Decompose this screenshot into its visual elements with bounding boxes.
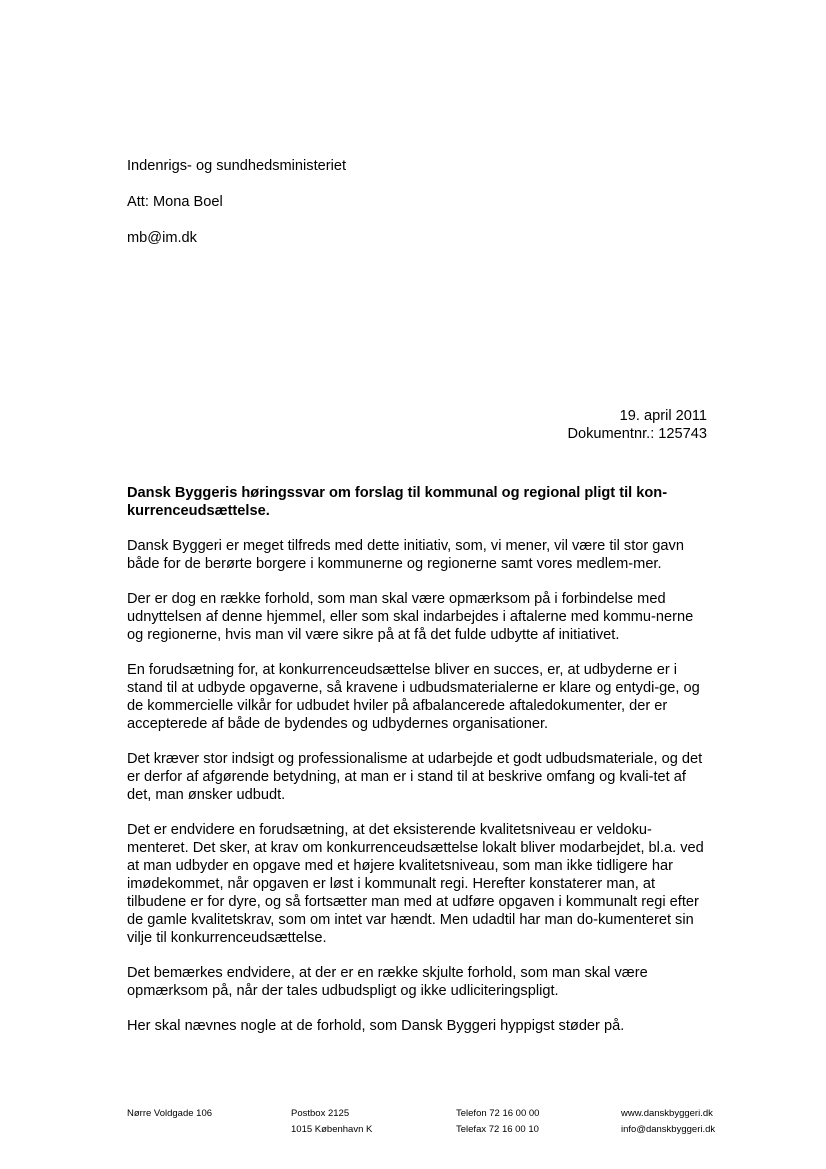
footer-fax: Telefax 72 16 00 10	[456, 1124, 539, 1135]
recipient-email: mb@im.dk	[127, 230, 197, 246]
footer-phone: Telefon 72 16 00 00	[456, 1108, 540, 1119]
body-paragraph: Det er endvidere en forudsætning, at det eksisterende kvalitetsniveau er veldoku-menteret. Det sker, at krav om konkurrenceudsættelse lokalt bliver modarbejdet, bl.a. ved at man udbyder en opgave med et højere kvalitetsniveau, som man ikke tidligere har imødekommet, når opgaven er løst i kommunalt regi. Herefter konstaterer man, at tilbudene er for dyre, og så fortsætter man med at udføre opgaven i kommunalt regi efter de gamle kvalitetskrav, som om intet var hændt. Men udadtil har man do-kumenteret sin vilje til konkurrenceudsættelse.	[127, 822, 704, 946]
letter-date: 19. april 2011	[619, 408, 707, 424]
footer-city: 1015 København K	[291, 1124, 373, 1135]
body-paragraph: En forudsætning for, at konkurrenceudsættelse bliver en succes, er, at udbyderne er i stand til at udbyde opgaverne, så kravene i udbudsmaterialerne er klare og entydi-ge, og de kommercielle vilkår for udbudet hviler på afbalancerede aftaledokumenter, der er accepterede af både de bydendes og udbydernes organisationer.	[127, 662, 700, 732]
footer-postbox-column	[291, 1106, 372, 1138]
letter-body	[127, 537, 711, 1052]
footer-address-column	[127, 1106, 212, 1122]
body-paragraph: Det kræver stor indsigt og professionalisme at udarbejde et godt udbudsmateriale, og det er derfor af afgørende betydning, at man er i stand til at beskrive omfang og kvali-tet af det, man ønsker udbudt.	[127, 751, 703, 803]
footer-web-column	[621, 1106, 715, 1138]
body-paragraph: Det bemærkes endvidere, at der er en række skjulte forhold, som man skal være opmærksom på, når der tales udbudspligt og ikke udliciteringspligt.	[127, 965, 648, 999]
body-paragraph: Der er dog en række forhold, som man skal være opmærksom på i forbindelse med udnyttelsen af denne hjemmel, eller som skal indarbejdes i aftalerne med kommu-nerne og regionerne, hvis man vil være sikre på at få det fulde udbytte af initiativet.	[127, 591, 694, 643]
footer-postbox: Postbox 2125	[291, 1108, 350, 1119]
footer-email-link[interactable]: info@danskbyggeri.dk	[621, 1124, 716, 1135]
letter-subject: Dansk Byggeris høringssvar om forslag til kommunal og regional pligt til kon-kurrenceudsættelse.	[127, 485, 668, 519]
recipient-block	[127, 157, 346, 265]
footer-website-link[interactable]: www.danskbyggeri.dk	[621, 1108, 713, 1119]
date-block	[567, 407, 707, 443]
recipient-ministry: Indenrigs- og sundhedsministeriet	[127, 158, 347, 174]
document-number: Dokumentnr.: 125743	[567, 426, 707, 442]
footer-phone-column	[456, 1106, 539, 1138]
footer-address: Nørre Voldgade 106	[127, 1108, 213, 1119]
body-paragraph: Dansk Byggeri er meget tilfreds med dette initiativ, som, vi mener, vil være til stor gavn både for de berørte borgere i kommunerne og regionerne samt vores medlem-mer.	[127, 538, 684, 572]
recipient-attention: Att: Mona Boel	[127, 194, 223, 210]
body-paragraph: Her skal nævnes nogle at de forhold, som Dansk Byggeri hyppigst støder på.	[127, 1018, 625, 1034]
